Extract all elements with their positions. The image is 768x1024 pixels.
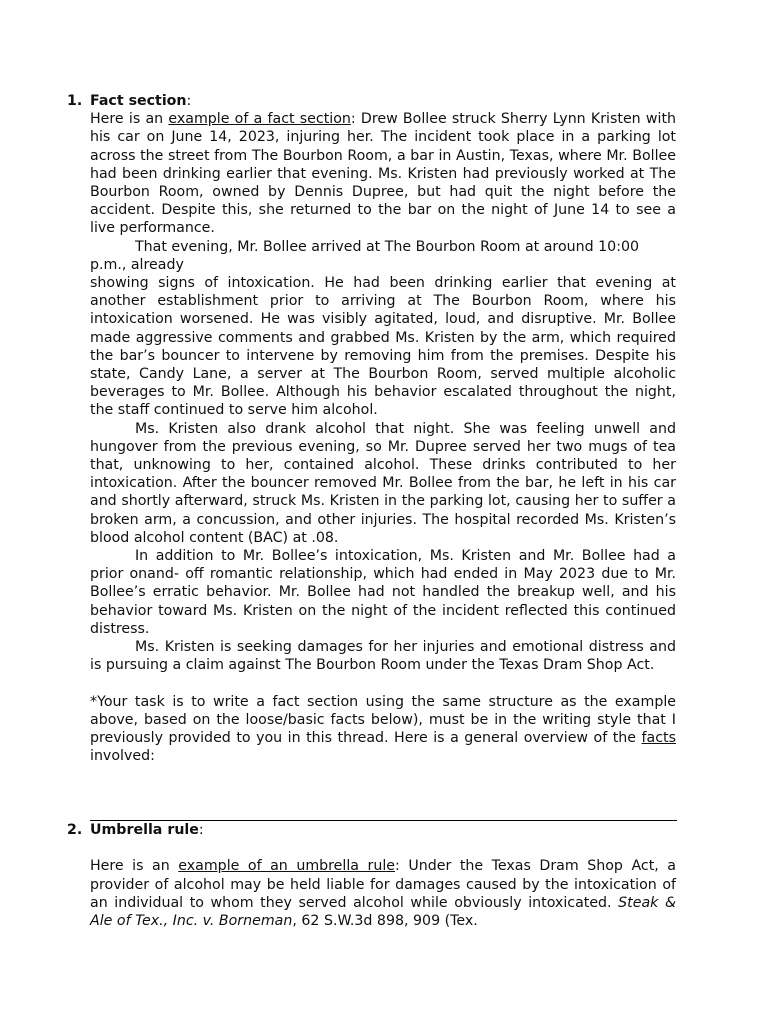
section-title: Umbrella rule (90, 822, 199, 838)
case-name: Steak & Ale of Tex., Inc. v. Borneman (90, 894, 677, 929)
example-link[interactable]: example of an umbrella rule (178, 858, 396, 875)
section-title: Fact section (90, 93, 187, 109)
spacer (90, 675, 676, 693)
umbrella-rule-paragraph: Here is an example of an umbrella rule: Under the Texas Dram Shop Act, a provider of alcohol may be held liable for damages caused by the intoxication of an individual to whom they served alcohol while obviously intoxicated. Steak & Ale of Tex., Inc. v. Borneman, 62 S.W.3d 898, 909 (Tex. (90, 858, 677, 929)
section-heading: Umbrella rule: (90, 822, 204, 838)
section-number: 2. (67, 822, 83, 838)
umbrella-rule-section (67, 821, 677, 930)
paragraph: That evening, Mr. Bollee arrived at The Bourbon Room at around 10:00 p.m., already (90, 238, 640, 273)
citation: , 62 S.W.3d 898, 909 (Tex. (292, 913, 478, 929)
facts-link[interactable]: facts (641, 730, 676, 747)
paragraph: showing signs of intoxication. He had been drinking earlier that evening at another establishment prior to arriving at The Bourbon Room, where his intoxication worsened. He was visibly agitated, loud, and disruptive. Mr. Bollee made aggressive comments and grabbed Ms. Kristen by the arm, which required the bar’s bouncer to intervene by removing him from the premises. Despite his state, Candy Lane, a server at The Bourbon Room, served multiple alcoholic beverages to Mr. Bollee. Although his behavior escalated throughout the night, the staff continued to serve him alcohol. (90, 275, 676, 419)
fact-intro-paragraph: Here is an example of a fact section: Drew Bollee struck Sherry Lynn Kristen with his car on June 14, 2023, injuring her. The incident took place in a parking lot across the street from The Bourbon Room, a bar in Austin, Texas, where Mr. Bollee had been drinking earlier that evening. Ms. Kristen had previously worked at The Bourbon Room, owned by Dennis Dupree, but had quit the night before the accident. Despite this, she returned to the bar on the night of June 14 to see a live performance. (90, 111, 676, 237)
paragraph: Ms. Kristen also drank alcohol that night. She was feeling unwell and hungover from the previous evening, so Mr. Dupree served her two mugs of tea that, unknowing to her, contained alcohol. These drinks contributed to her intoxication. After the bouncer removed Mr. Bollee from the bar, he left in his car and shortly afterward, struck Ms. Kristen in the parking lot, causing her to suffer a broken arm, a concussion, and other injuries. The hospital recorded Ms. Kristen’s blood alcohol content (BAC) at .08. (90, 420, 676, 546)
paragraph: Ms. Kristen is seeking damages for her injuries and emotional distress and is pursuing a claim against The Bourbon Room under the Texas Dram Shop Act. (90, 639, 676, 674)
task-paragraph: *Your task is to write a fact section using the same structure as the example above, based on the loose/basic facts below), must be in the writing style that I previously provided to you in this thread. Here is a general overview of the facts involved: (90, 693, 676, 765)
spacer (90, 839, 676, 857)
paragraph: In addition to Mr. Bollee’s intoxication, Ms. Kristen and Mr. Bollee had a prior onand- off romantic relationship, which had ended in May 2023 due to Mr. Bollee’s erratic behavior. Mr. Bollee had not handled the breakup well, and his behavior toward Ms. Kristen on the night of the incident reflected this continued distress. (90, 548, 676, 637)
section-number: 1. (67, 93, 83, 109)
section-heading: Fact section: (90, 93, 192, 109)
fact-section (67, 92, 676, 766)
example-link[interactable]: example of a fact section (168, 111, 351, 128)
